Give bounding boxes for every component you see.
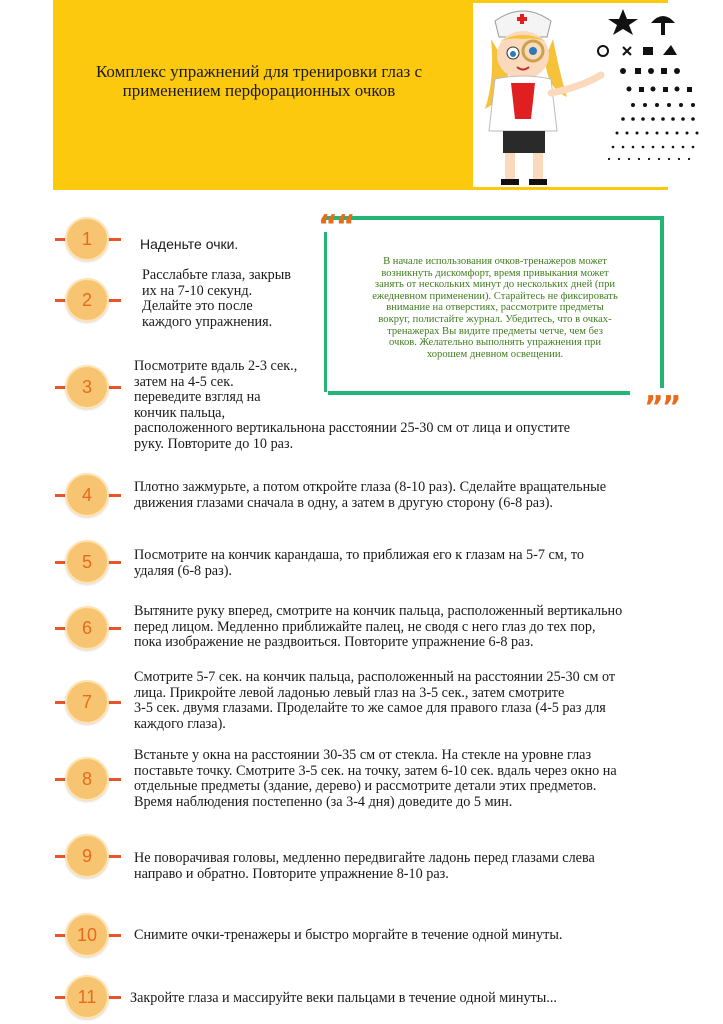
step-line: 3-5 сек. двумя глазами. Проделайте то же самое для правого глаза (4-5 раз для (134, 700, 606, 717)
step-badge-2 (55, 278, 121, 322)
step-line: расположенного вертикальнона расстоянии 25-30 см от лица и опустите (134, 420, 571, 437)
step-number: 7 (65, 680, 109, 724)
note-line: вокруг, полистайте журнал. Убедитесь, что в очках- (378, 313, 612, 325)
step-line: отдельные предметы (здание, дерево) и рассмотрите детали этих предметов. (134, 778, 597, 795)
step-line: пока изображение не раздвоиться. Повторите упражнение 6-8 раз. (134, 634, 534, 651)
step-number: 4 (65, 473, 109, 517)
step-line: удаляя (6-8 раз). (134, 562, 232, 579)
step-badge-4 (55, 473, 121, 517)
step-line: каждого глаза). (134, 715, 226, 732)
step-line: каждого упражнения. (142, 313, 273, 330)
step-line: перед лицом. Медленно приближайте палец, не сводя с него глаз до тех пор, (134, 618, 596, 635)
step-text-3 (134, 359, 570, 453)
note-line: возникнуть дискомфорт, время привыкания может (381, 267, 609, 279)
step-line: руку. Повторите до 10 раз. (134, 435, 294, 452)
step-badge-1 (55, 217, 121, 261)
step-text-6 (134, 604, 622, 651)
step-badge-11 (55, 975, 121, 1019)
step-badge-9 (55, 834, 121, 878)
step-number: 10 (65, 913, 109, 957)
step-line: Снимите очки-тренажеры и быстро моргайте в течение одной минуты. (134, 927, 563, 943)
step-line: Встаньте у окна на расстоянии 30-35 см от стекла. На стекле на уровне глаз (134, 747, 592, 763)
note-line: внимание на отверстиях, рассмотрите предметы (386, 302, 604, 314)
step-number: 9 (65, 834, 109, 878)
step-line: Закройте глаза и массируйте веки пальцами в течение одной минуты... (130, 990, 557, 1006)
step-line: Наденьте очки. (140, 236, 239, 252)
step-line: Не поворачивая головы, медленно передвигайте ладонь перед глазами слева (134, 850, 595, 866)
step-number: 5 (65, 540, 109, 584)
step-text-1 (140, 237, 238, 253)
note-line: очков. Желательно выполнять упражнения при (388, 337, 602, 349)
note-line: В начале использования очков-тренажеров может (383, 256, 607, 267)
note-line: занять от нескольких минут до нескольких дней (при (374, 279, 616, 291)
step-text-9 (134, 851, 595, 882)
step-number: 3 (65, 365, 109, 409)
note-line: хорошем дневном освещении. (426, 348, 564, 360)
step-number: 1 (65, 217, 109, 261)
step-line: направо и обратно. Повторите упражнение 8-10 раз. (134, 865, 449, 882)
step-text-10 (134, 928, 562, 944)
step-line: Плотно зажмурьте, а потом откройте глаза (8-10 раз). Сделайте вращательные (134, 479, 607, 495)
step-line: поставьте точку. Смотрите 3-5 сек. на точку, затем 6-10 сек. вдаль через окно на (134, 762, 617, 779)
step-badge-7 (55, 680, 121, 724)
step-text-4 (134, 480, 606, 511)
page-title (53, 62, 465, 100)
step-line: затем на 4-5 сек. (134, 373, 234, 390)
header-banner (53, 0, 668, 190)
title-line: применением перфорационных очков (122, 81, 396, 100)
step-line: кончик пальца, (134, 404, 226, 421)
step-badge-6 (55, 606, 121, 650)
step-line: переведите взгляд на (134, 389, 261, 406)
step-line: лица. Прикройте левой ладонью левый глаз на 3-5 сек., затем смотрите (134, 684, 565, 701)
title-line: Комплекс упражнений для тренировки глаз с (95, 62, 423, 81)
step-line: их на 7-10 секунд. (142, 282, 253, 299)
step-line: Посмотрите вдаль 2-3 сек., (134, 358, 298, 374)
step-number: 8 (65, 757, 109, 801)
step-badge-5 (55, 540, 121, 584)
doctor-eye-chart-illustration (473, 3, 713, 187)
note-line: тренажерах Вы видите предметы четче, чем без (387, 325, 603, 337)
step-badge-10 (55, 913, 121, 957)
step-line: движения глазами сначала в одну, а затем в другую сторону (6-8 раз). (134, 494, 553, 511)
step-number: 2 (65, 278, 109, 322)
double-quote-icon: ”” (644, 390, 680, 425)
step-line: Смотрите 5-7 сек. на кончик пальца, расположенный на расстоянии 25-30 см от (134, 669, 616, 685)
step-line: Расслабьте глаза, закрыв (142, 267, 291, 283)
step-badge-8 (55, 757, 121, 801)
step-line: Делайте это после (142, 298, 253, 315)
note-text (350, 256, 640, 360)
step-number: 6 (65, 606, 109, 650)
step-number: 11 (65, 975, 109, 1019)
step-badge-3 (55, 365, 121, 409)
step-line: Посмотрите на кончик карандаша, то приближая его к глазам на 5-7 см, то (134, 547, 584, 563)
step-text-8 (134, 748, 617, 810)
note-line: ежедневном применении). Старайтесь не фиксировать (372, 290, 618, 302)
step-text-5 (134, 548, 584, 579)
double-quote-icon: ““ (318, 209, 354, 244)
step-line: Время наблюдения постепенно (за 3-4 дня) доведите до 5 мин. (134, 793, 513, 810)
step-text-11 (130, 991, 557, 1007)
doctor-eye-chart-icon (473, 3, 713, 187)
step-line: Вытяните руку вперед, смотрите на кончик пальца, расположенный вертикально (134, 603, 623, 619)
step-text-2 (142, 268, 291, 330)
step-text-7 (134, 670, 615, 732)
